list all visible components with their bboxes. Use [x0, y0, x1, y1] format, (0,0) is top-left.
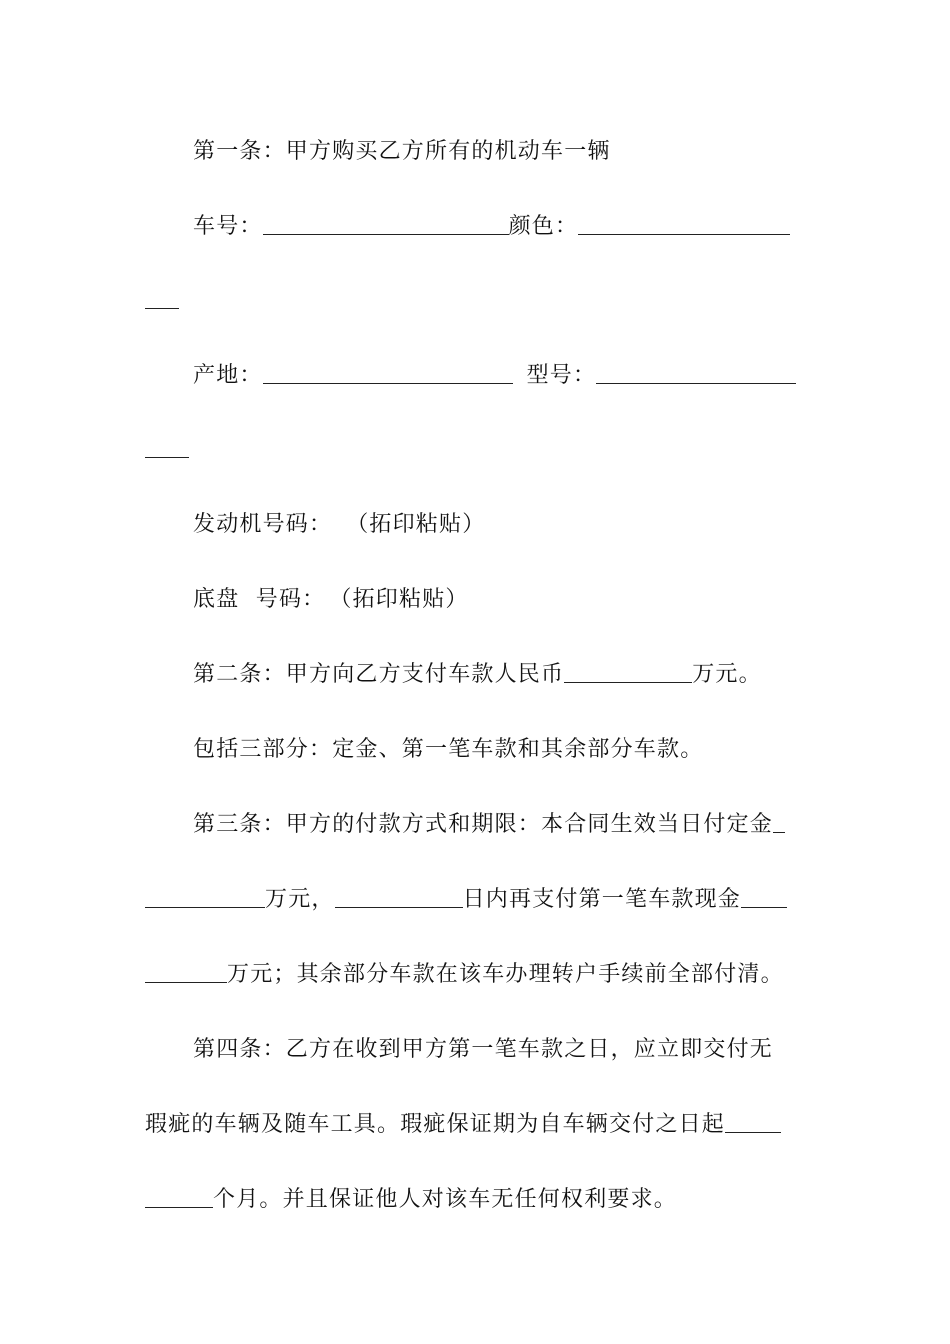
model-blank-continuation — [145, 435, 810, 465]
price-blank — [564, 660, 692, 683]
plate-color-line — [145, 212, 858, 242]
origin-blank — [263, 361, 513, 384]
chassis-number-line — [145, 585, 858, 615]
origin-label: 产地： — [193, 363, 263, 388]
article4-line2: 瑕疵的车辆及随车工具。瑕疵保证期为自车辆交付之日起 — [145, 1110, 810, 1140]
plate-label: 车号： — [193, 214, 263, 239]
deposit-blank-start — [773, 810, 785, 833]
chassis-label: 底盘 号码： — [193, 587, 326, 612]
first-payment-blank — [145, 960, 227, 983]
days-blank — [335, 885, 463, 908]
article4-line3: 个月。并且保证他人对该车无任何权利要求。 — [145, 1185, 810, 1215]
warranty-blank-start — [725, 1110, 781, 1133]
article3-line3: 万元；其余部分车款在该车办理转户手续前全部付清。 — [145, 960, 810, 990]
color-blank-continuation — [145, 286, 810, 316]
engine-number-line — [145, 510, 858, 540]
color-label: 颜色： — [508, 214, 579, 239]
article2-parts-line: 包括三部分：定金、第一笔车款和其余部分车款。 — [193, 737, 704, 762]
model-blank — [596, 361, 796, 384]
engine-label: 发动机号码： — [193, 512, 333, 537]
article1-heading: 第一条：甲方购买乙方所有的机动车一辆 — [193, 139, 611, 164]
model-blank-end — [145, 435, 189, 458]
article3-line2: 万元， 日内再支付第一笔车款现金 — [145, 885, 810, 915]
color-blank-end — [145, 286, 179, 309]
warranty-blank — [145, 1185, 213, 1208]
article3-line1: 第三条：甲方的付款方式和期限：本合同生效当日付定金 — [145, 810, 858, 840]
origin-model-line — [145, 361, 858, 391]
first-payment-blank-start — [741, 885, 787, 908]
article4-line1: 第四条：乙方在收到甲方第一笔车款之日，应立即交付无 — [193, 1037, 774, 1062]
chassis-note: （拓印粘贴） — [329, 587, 469, 612]
color-blank — [578, 212, 790, 235]
deposit-blank — [145, 885, 265, 908]
model-label: 型号： — [526, 363, 597, 388]
plate-blank — [263, 212, 509, 235]
engine-note: （拓印粘贴） — [346, 512, 486, 537]
article2-line: 第二条：甲方向乙方支付车款人民币 万元。 — [193, 662, 762, 687]
